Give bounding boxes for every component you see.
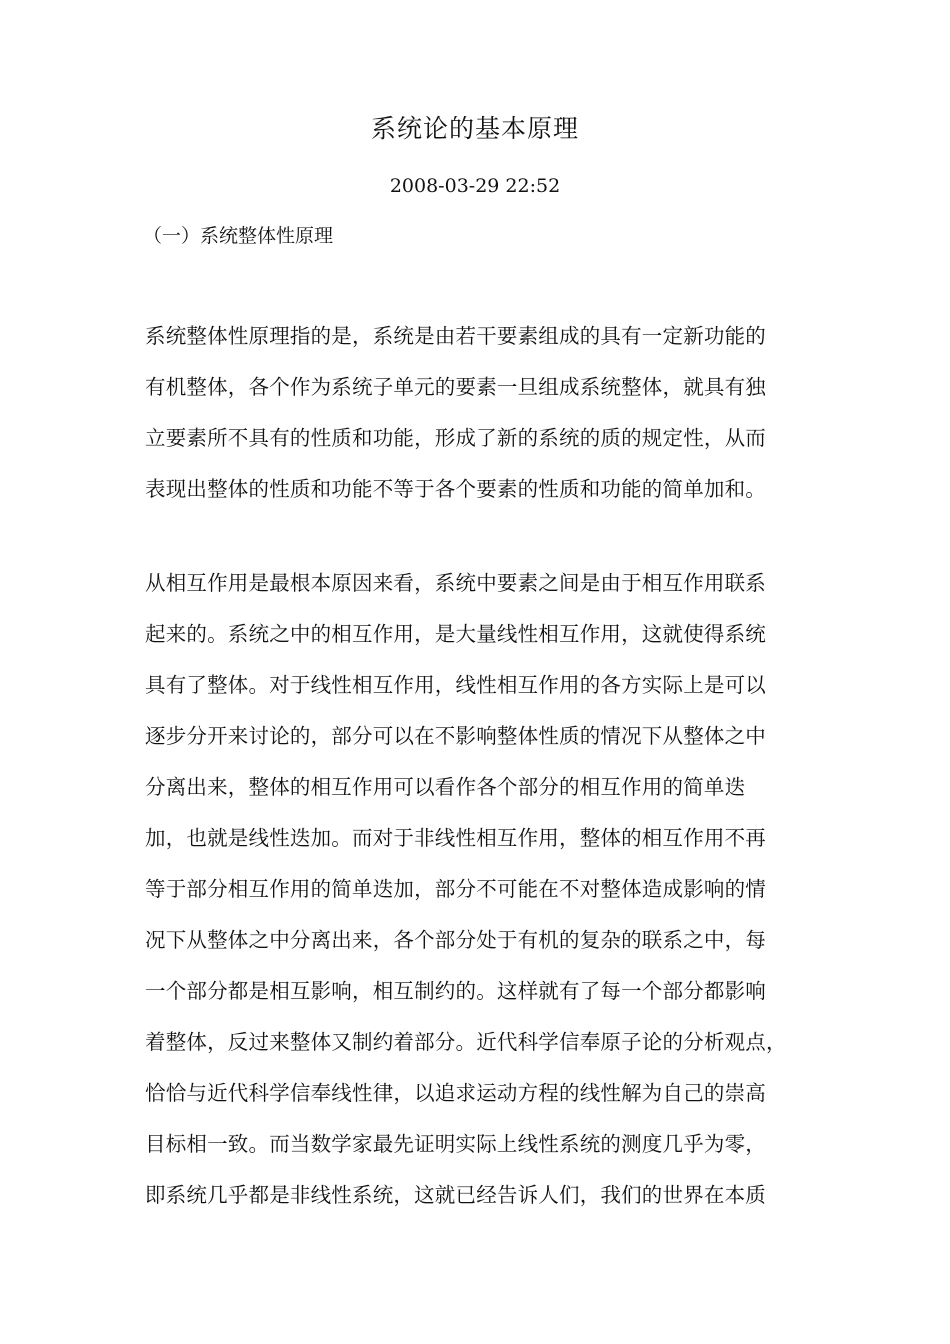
paragraph-line: 一个部分都是相互影响，相互制约的。这样就有了每一个部分都影响 xyxy=(145,979,766,1003)
paragraph-line: 等于部分相互作用的简单迭加，部分不可能在不对整体造成影响的情 xyxy=(145,877,766,901)
paragraph-line: 加，也就是线性迭加。而对于非线性相互作用，整体的相互作用不再 xyxy=(145,826,766,850)
document-date: 2008-03-29 22:52 xyxy=(389,175,561,197)
paragraph-line: 分离出来，整体的相互作用可以看作各个部分的相互作用的简单迭 xyxy=(145,775,746,799)
paragraph-line: 具有了整体。对于线性相互作用，线性相互作用的各方实际上是可以 xyxy=(145,673,766,697)
paragraph-1 xyxy=(145,311,825,515)
paragraph-line: 逐步分开来讨论的，部分可以在不影响整体性质的情况下从整体之中 xyxy=(145,724,766,748)
section-heading: （一）系统整体性原理 xyxy=(143,225,334,247)
paragraph-line: 着整体，反过来整体又制约着部分。近代科学信奉原子论的分析观点， xyxy=(145,1030,787,1054)
paragraph-line: 从相互作用是最根本原因来看，系统中要素之间是由于相互作用联系 xyxy=(145,571,766,595)
paragraph-line: 有机整体，各个作为系统子单元的要素一旦组成系统整体，就具有独 xyxy=(145,375,766,399)
paragraph-line: 况下从整体之中分离出来，各个部分处于有机的复杂的联系之中，每 xyxy=(145,928,766,952)
paragraph-line: 系统整体性原理指的是，系统是由若干要素组成的具有一定新功能的 xyxy=(145,324,766,348)
paragraph-2 xyxy=(145,558,825,1221)
document-title: 系统论的基本原理 xyxy=(370,114,579,143)
paragraph-line: 起来的。系统之中的相互作用，是大量线性相互作用，这就使得系统 xyxy=(145,622,766,646)
paragraph-line: 即系统几乎都是非线性系统，这就已经告诉人们，我们的世界在本质 xyxy=(145,1183,766,1207)
paragraph-line: 目标相一致。而当数学家最先证明实际上线性系统的测度几乎为零， xyxy=(145,1132,766,1156)
paragraph-line: 恰恰与近代科学信奉线性律，以追求运动方程的线性解为自己的崇高 xyxy=(145,1081,766,1105)
paragraph-line: 表现出整体的性质和功能不等于各个要素的性质和功能的简单加和。 xyxy=(145,477,766,501)
paragraph-line: 立要素所不具有的性质和功能，形成了新的系统的质的规定性，从而 xyxy=(145,426,766,450)
